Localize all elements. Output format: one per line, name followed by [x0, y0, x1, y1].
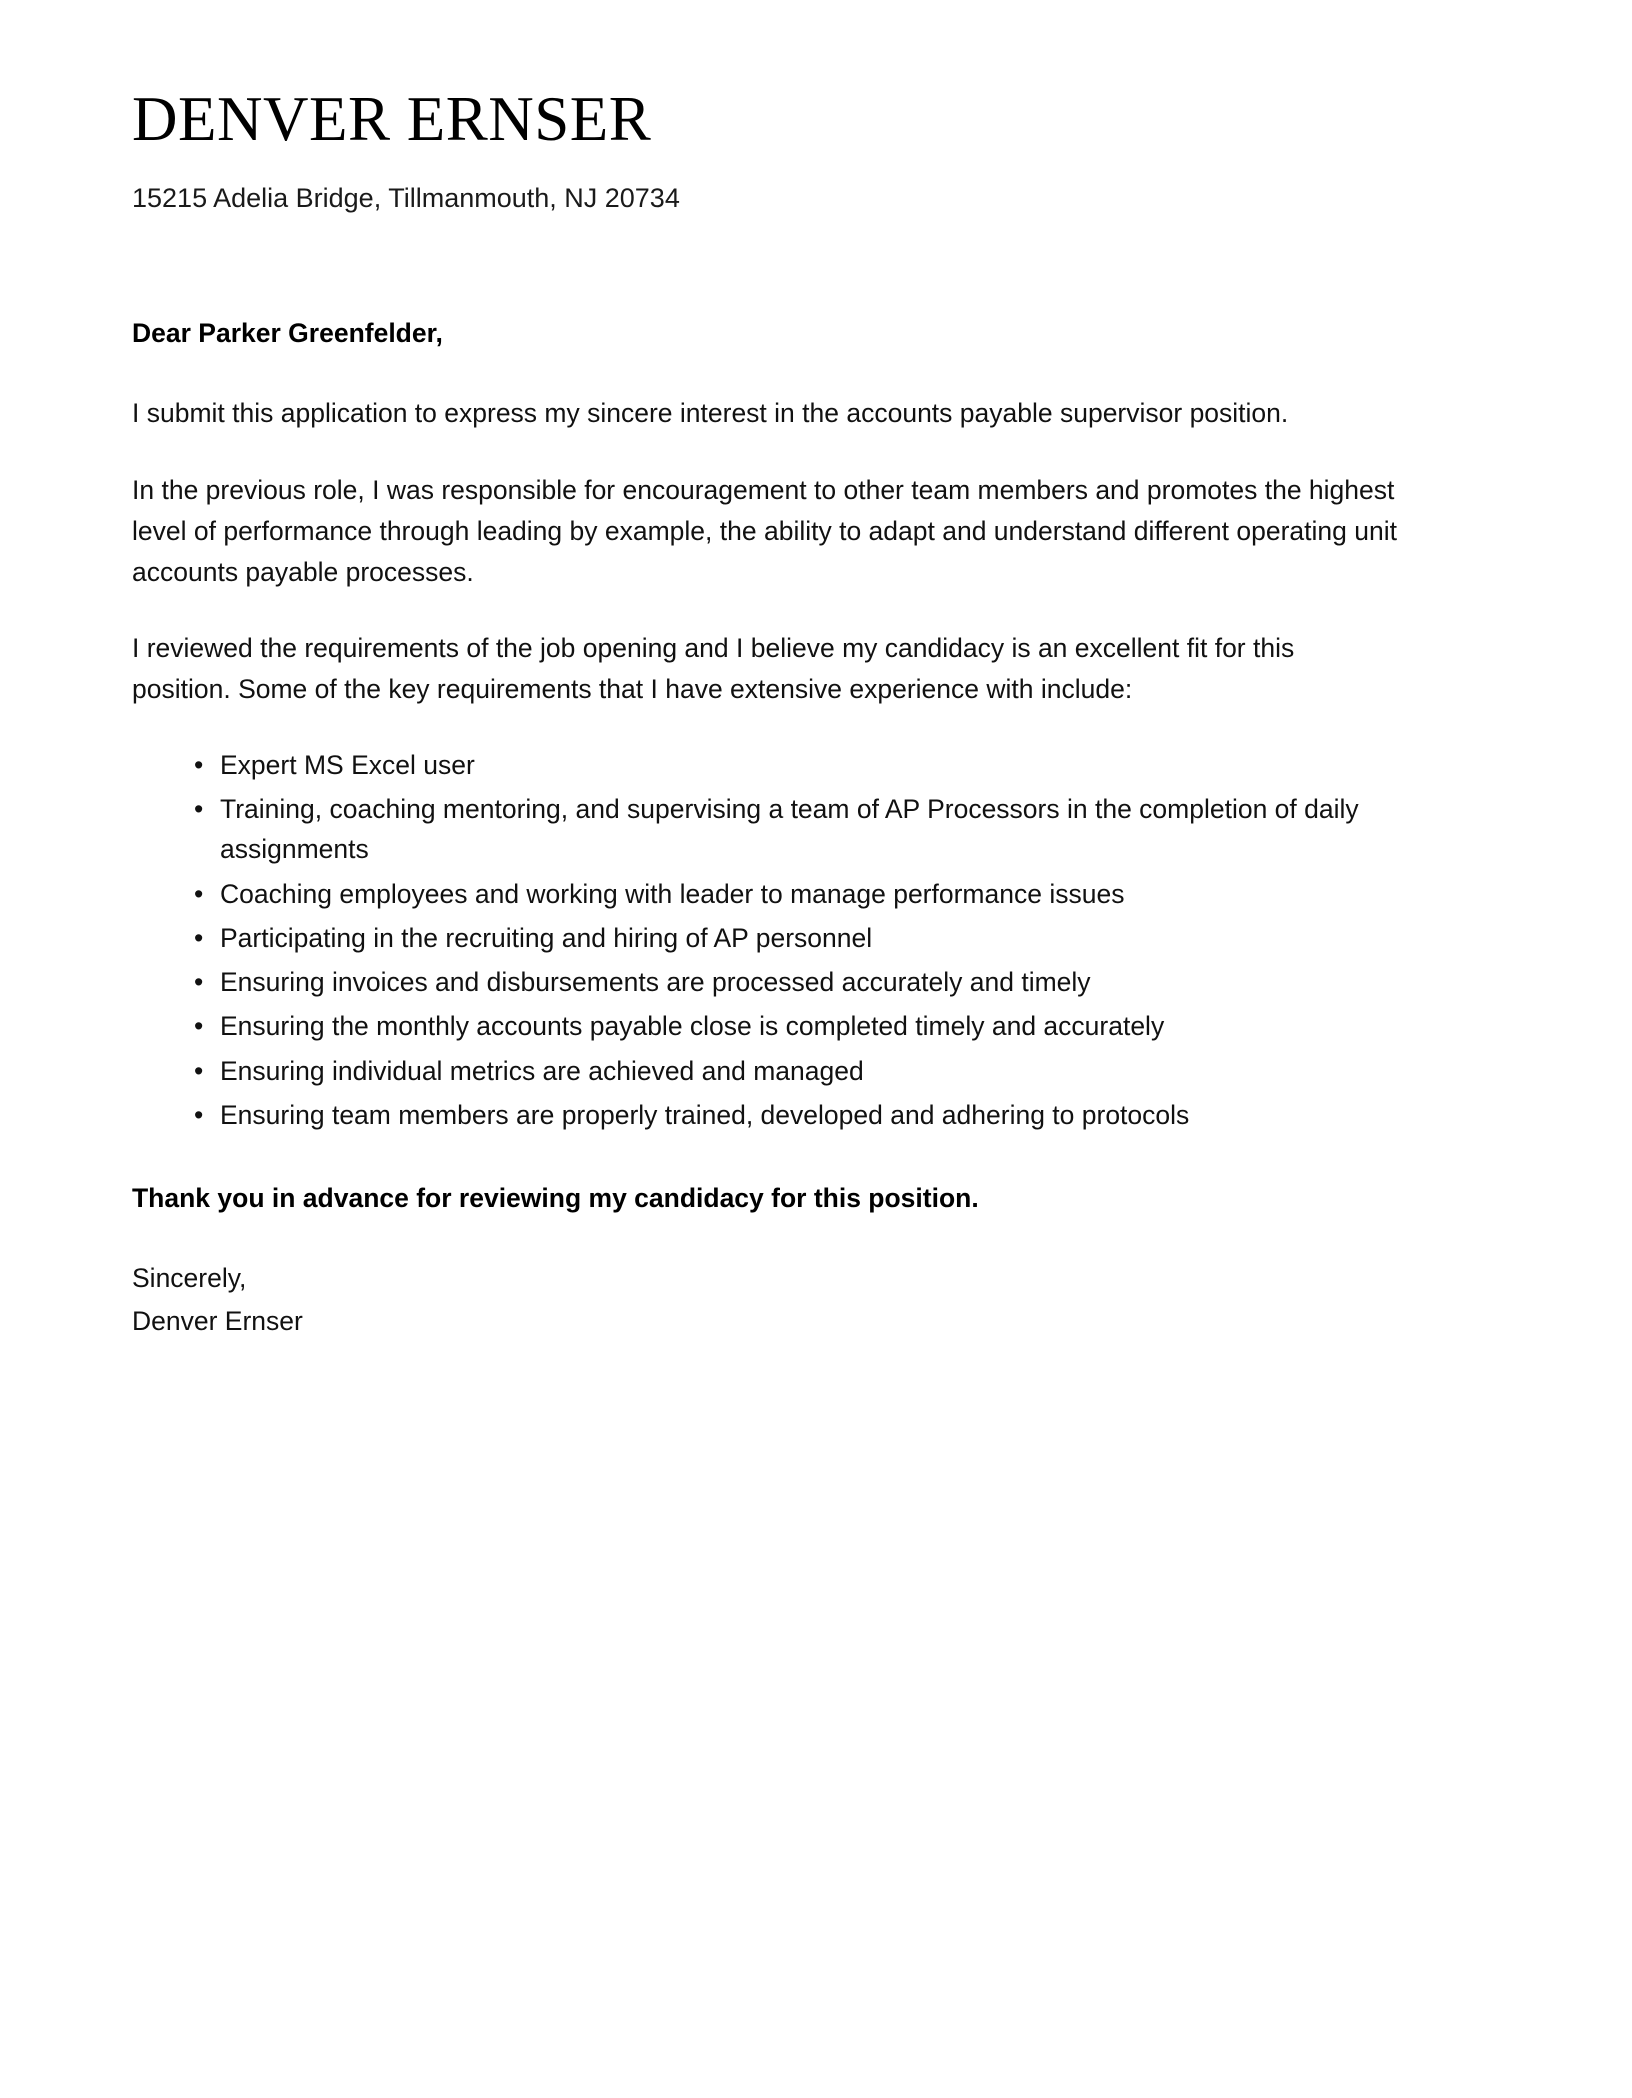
list-item	[194, 745, 1452, 785]
requirements-list	[132, 745, 1452, 1135]
bullet-icon: •	[194, 922, 204, 953]
list-item-label: Ensuring invoices and disbursements are processed accurately and timely	[220, 967, 1091, 998]
list-item	[194, 789, 1452, 870]
bullet-icon: •	[194, 749, 204, 780]
list-item-label: Ensuring individual metrics are achieved and managed	[220, 1055, 864, 1086]
candidate-name: DENVER ERNSER	[132, 84, 652, 154]
list-item-label: Coaching employees and working with leader to manage performance issues	[220, 878, 1125, 909]
list-item	[194, 962, 1452, 1002]
signature-block	[132, 1257, 1452, 1343]
list-item	[194, 874, 1452, 914]
letter-container	[132, 72, 1452, 1343]
closing-statement: Thank you in advance for reviewing my candidacy for this position.	[132, 1183, 979, 1214]
body-paragraph-3: I reviewed the requirements of the job opening and I believe my candidacy is an excellent fit for this position. Some of the key requirements that I have extensive experience with include:	[132, 632, 1295, 704]
candidate-address: 15215 Adelia Bridge, Tillmanmouth, NJ 20734	[132, 182, 680, 213]
bullet-icon: •	[194, 794, 204, 825]
bullet-icon: •	[194, 1011, 204, 1042]
list-item	[194, 918, 1452, 958]
signature-name: Denver Ernser	[132, 1305, 303, 1336]
letter-body	[132, 314, 1452, 1343]
body-paragraph-2: In the previous role, I was responsible for encouragement to other team members and promotes the highest level of performance through leading by example, the ability to adapt and understand different operating unit accounts payable processes.	[132, 474, 1397, 587]
list-item-label: Participating in the recruiting and hiring of AP personnel	[220, 922, 873, 953]
letter-header	[132, 72, 1452, 218]
signoff-text: Sincerely,	[132, 1262, 247, 1293]
body-paragraph-1: I submit this application to express my sincere interest in the accounts payable supervisor position.	[132, 398, 1289, 429]
list-item-label: Training, coaching mentoring, and supervising a team of AP Processors in the completion of daily assignments	[220, 794, 1359, 865]
bullet-icon: •	[194, 1099, 204, 1130]
bullet-icon: •	[194, 878, 204, 909]
salutation: Dear Parker Greenfelder,	[132, 317, 443, 348]
list-item-label: Ensuring the monthly accounts payable close is completed timely and accurately	[220, 1011, 1165, 1042]
bullet-icon: •	[194, 1055, 204, 1086]
bullet-icon: •	[194, 967, 204, 998]
list-item	[194, 1051, 1452, 1091]
list-item-label: Ensuring team members are properly trained, developed and adhering to protocols	[220, 1099, 1190, 1130]
list-item	[194, 1095, 1452, 1135]
list-item-label: Expert MS Excel user	[220, 749, 475, 780]
list-item	[194, 1006, 1452, 1046]
